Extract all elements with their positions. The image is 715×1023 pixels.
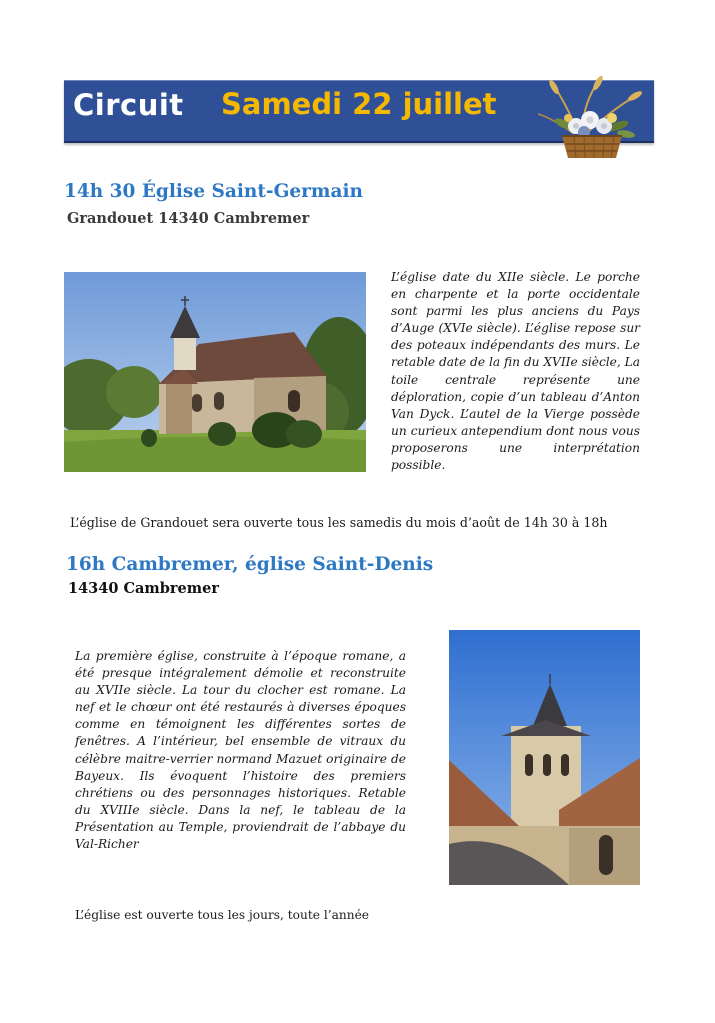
banner-date: Samedi 22 juillet [221,87,497,121]
section1-description: L’église date du XIIe siècle. Le porche en charpente et la porte occidentale sont parmi les plus anciens du Pays d’Auge (XVIe siècle). L’église repose sur des poteaux indépendants des murs. Le retable date de la fin du XVIIe siècle, La toile centrale représente une déploration, copie d’un tableau d’Anton Van Dyck. L’autel de la Vierge possède un curieux antependium dont nous vous proposerons une interprétation possible. [391,270,640,473]
section1-opening-note: L’église de Grandouet sera ouverte tous les samedis du mois d’août de 14h 30 à 18h [70,515,608,530]
section1-subtitle: Grandouet 14340 Cambremer [67,210,310,227]
section1-title: 14h 30 Église Saint-Germain [64,181,363,202]
banner-label: Circuit [73,88,184,122]
section2-description: La première église, construite à l’époque romane, a été presque intégralement démolie et reconstruite au XVIIe siècle. La tour du clocher est romane. La nef et le chœur ont été restaurés à diverses époques comme en témoignent les différentes sortes de fenêtres. A l’intérieur, bel ensemble de vitraux du célèbre maitre-verrier normand Mazuet originaire de Bayeux. Ils évoquent l’histoire des premiers chrétiens ou des personnages historiques. Retable du XVIIIe siècle. Dans la nef, le tableau de la Présentation au Temple, proviendrait de l’abbaye du Val-Richer [75,649,406,852]
saint-denis-church-photo [449,630,640,885]
section2-subtitle: 14340 Cambremer [68,580,219,597]
saint-germain-church-photo [64,272,366,472]
flower-basket-icon [526,74,658,164]
section2-title: 16h Cambremer, église Saint-Denis [66,554,434,575]
section2-opening-note: L’église est ouverte tous les jours, toute l’année [75,908,370,922]
